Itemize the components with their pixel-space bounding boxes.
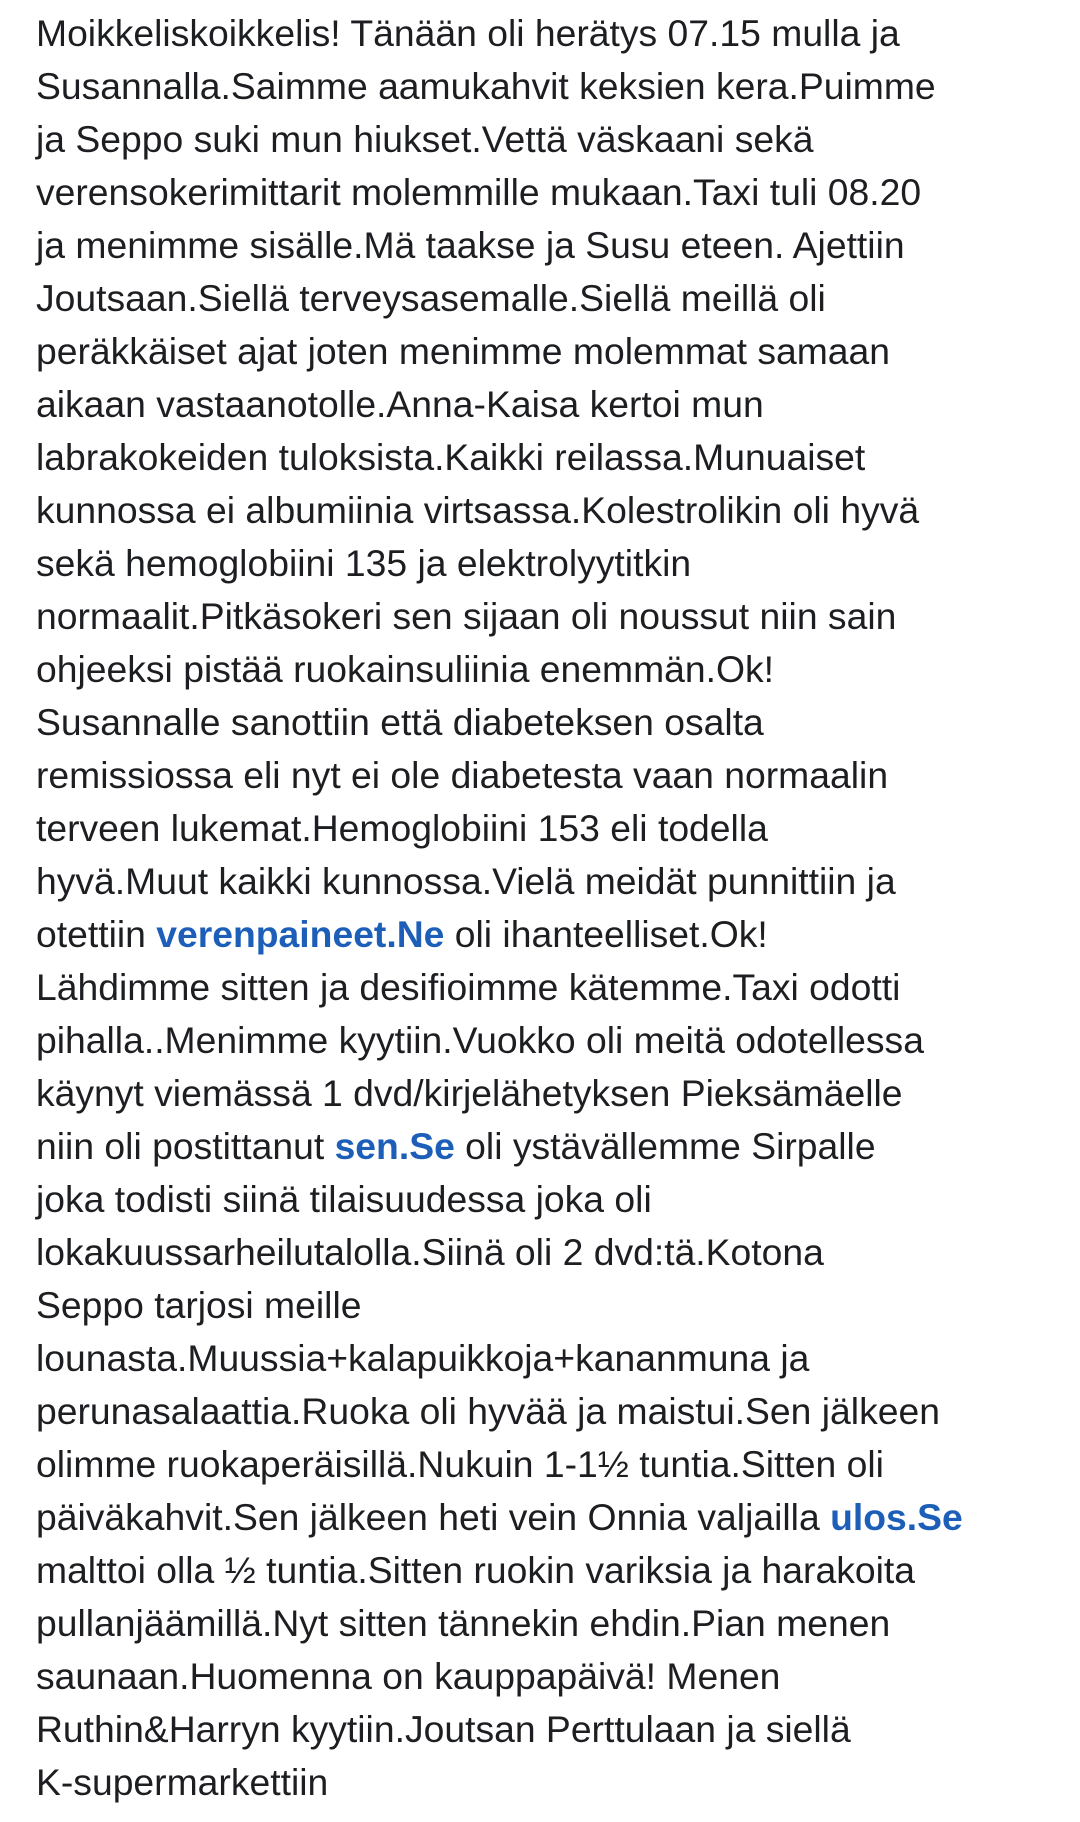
- post-text-segment: verensokerimittarit molemmille mukaan.Taxi tuli 08.20: [36, 171, 922, 213]
- post-text-line: [36, 901, 1066, 954]
- post-text-segment: perunasalaattia.Ruoka oli hyvää ja maistui.Sen jälkeen: [36, 1390, 940, 1432]
- post-text-line: [36, 1696, 1066, 1749]
- post-text-line: [36, 742, 1066, 795]
- post-text-line: [36, 636, 1066, 689]
- post-text-line: [36, 371, 1066, 424]
- post-text-line: [36, 848, 1066, 901]
- post-text-line: [36, 265, 1066, 318]
- post-text-line: [36, 1378, 1066, 1431]
- post-text-segment: Ruthin&Harryn kyytiin.Joutsan Perttulaan ja siellä: [36, 1708, 851, 1750]
- post-text-segment: aikaan vastaanotolle.Anna-Kaisa kertoi mun: [36, 383, 764, 425]
- post-text-line: [36, 1219, 1066, 1272]
- post-text-segment: Susannalla.Saimme aamukahvit keksien kera.Puimme: [36, 65, 936, 107]
- post-text-segment: ja menimme sisälle.Mä taakse ja Susu eteen. Ajettiin: [36, 224, 905, 266]
- post-text-segment: peräkkäiset ajat joten menimme molemmat samaan: [36, 330, 891, 372]
- post-text-line: [36, 1325, 1066, 1378]
- post-text-segment: labrakokeiden tuloksista.Kaikki reilassa.Munuaiset: [36, 436, 866, 478]
- post-text-segment: käynyt viemässä 1 dvd/kirjelähetyksen Pieksämäelle: [36, 1072, 903, 1114]
- post-text-line: [36, 1431, 1066, 1484]
- post-text-line: [36, 689, 1066, 742]
- post-text-line: [36, 212, 1066, 265]
- post-text-segment: joka todisti siinä tilaisuudessa joka oli: [36, 1178, 652, 1220]
- post-text-segment: pullanjäämillä.Nyt sitten tännekin ehdin.Pian menen: [36, 1602, 891, 1644]
- post-text-line: [36, 1113, 1066, 1166]
- post-text-line: [36, 1007, 1066, 1060]
- post-text-line: [36, 1484, 1066, 1537]
- post-text-line: [36, 477, 1066, 530]
- post-link[interactable]: sen.Se: [334, 1125, 455, 1167]
- post-text-line: [36, 1166, 1066, 1219]
- post-text-line: [36, 1749, 1066, 1802]
- post-text-line: [36, 530, 1066, 583]
- post-text-segment: oli ystävällemme Sirpalle: [454, 1125, 876, 1167]
- post-text-line: [36, 1643, 1066, 1696]
- post-text-line: [36, 318, 1066, 371]
- post-text-segment: hyvä.Muut kaikki kunnossa.Vielä meidät punnittiin ja: [36, 860, 896, 902]
- post-text-segment: Lähdimme sitten ja desifioimme kätemme.Taxi odotti: [36, 966, 901, 1008]
- post-text-segment: niin oli postittanut: [36, 1125, 335, 1167]
- post-text-segment: pihalla..Menimme kyytiin.Vuokko oli meitä odotellessa: [36, 1019, 924, 1061]
- post-text-segment: remissiossa eli nyt ei ole diabetesta vaan normaalin: [36, 754, 889, 796]
- post-text-segment: oli ihanteelliset.Ok!: [444, 913, 768, 955]
- post-text-line: [36, 0, 1066, 53]
- post-text-segment: Seppo tarjosi meille: [36, 1284, 362, 1326]
- post-text-segment: ja Seppo suki mun hiukset.Vettä väskaani sekä: [36, 118, 814, 160]
- post-text-line: [36, 1590, 1066, 1643]
- post-text-segment: Joutsaan.Siellä terveysasemalle.Siellä meillä oli: [36, 277, 826, 319]
- post-text-segment: K-supermarkettiin: [36, 1761, 329, 1803]
- post-text-line: [36, 1537, 1066, 1590]
- post-text-line: [36, 954, 1066, 1007]
- post-text-segment: saunaan.Huomenna on kauppapäivä! Menen: [36, 1655, 781, 1697]
- post-text-segment: ohjeeksi pistää ruokainsuliinia enemmän.Ok!: [36, 648, 775, 690]
- post-text-segment: päiväkahvit.Sen jälkeen heti vein Onnia valjailla: [36, 1496, 831, 1538]
- post-link[interactable]: ulos.Se: [830, 1496, 963, 1538]
- post-text-segment: lounasta.Muussia+kalapuikkoja+kananmuna ja: [36, 1337, 810, 1379]
- post-text-line: [36, 424, 1066, 477]
- post-text-segment: Moikkeliskoikkelis! Tänään oli herätys 07.15 mulla ja: [36, 12, 900, 54]
- post-text-line: [36, 106, 1066, 159]
- post-text-segment: kunnossa ei albumiinia virtsassa.Kolestrolikin oli hyvä: [36, 489, 920, 531]
- post-text-segment: normaalit.Pitkäsokeri sen sijaan oli noussut niin sain: [36, 595, 897, 637]
- post-text-segment: malttoi olla ½ tuntia.Sitten ruokin variksia ja harakoita: [36, 1549, 915, 1591]
- post-text-segment: olimme ruokaperäisillä.Nukuin 1-1½ tuntia.Sitten oli: [36, 1443, 884, 1485]
- post-text-line: [36, 53, 1066, 106]
- post-text-line: [36, 1272, 1066, 1325]
- post-text-segment: otettiin: [36, 913, 157, 955]
- post-body: [36, 0, 1066, 1802]
- post-text-segment: terveen lukemat.Hemoglobiini 153 eli todella: [36, 807, 768, 849]
- post-text-line: [36, 795, 1066, 848]
- post-text-segment: sekä hemoglobiini 135 ja elektrolyytitkin: [36, 542, 692, 584]
- post-link[interactable]: verenpaineet.Ne: [156, 913, 445, 955]
- post-text-line: [36, 159, 1066, 212]
- post-text-segment: lokakuussarheilutalolla.Siinä oli 2 dvd:tä.Kotona: [36, 1231, 824, 1273]
- post-text-line: [36, 1060, 1066, 1113]
- post-text-segment: Susannalle sanottiin että diabeteksen osalta: [36, 701, 764, 743]
- post-text-line: [36, 583, 1066, 636]
